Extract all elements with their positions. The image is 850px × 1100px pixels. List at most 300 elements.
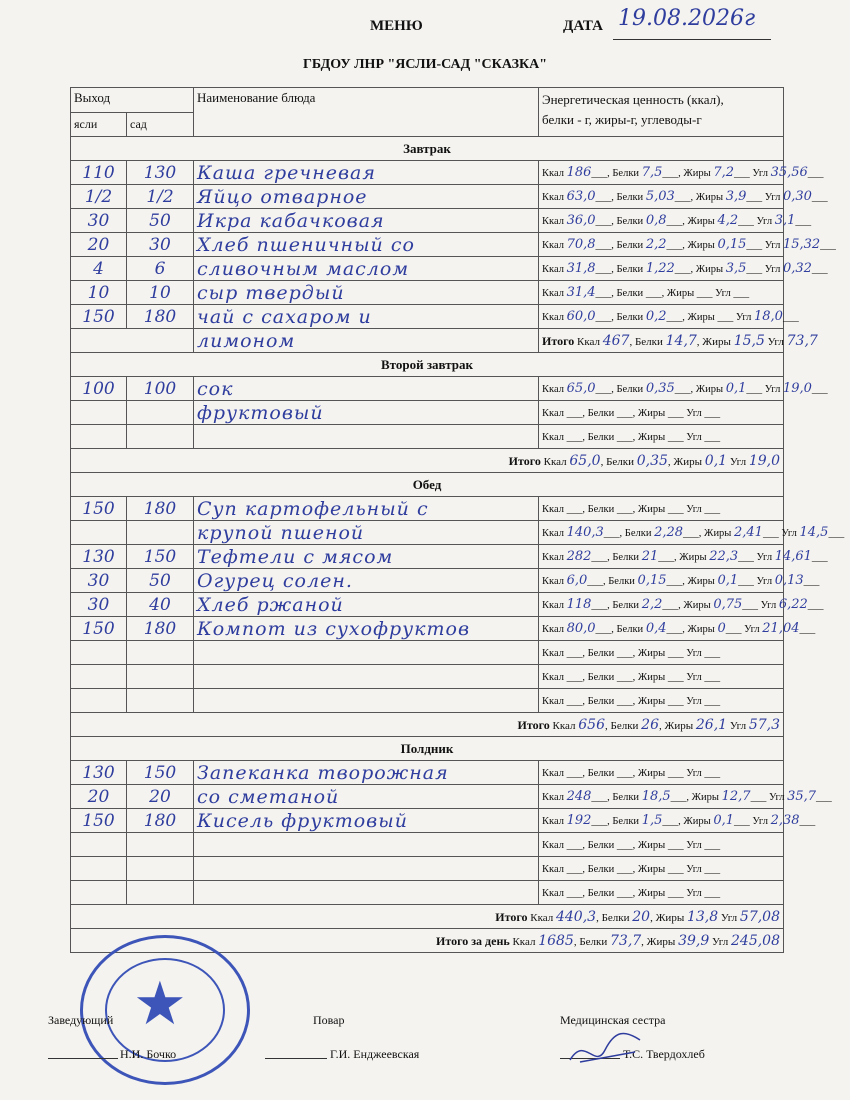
label-kcal: Ккал	[552, 719, 576, 732]
table-row	[71, 545, 784, 569]
row-energy: Ккал 31,4___, Белки ___, Жиры ___ Угл ___	[539, 281, 784, 305]
label-carb: Угл	[686, 432, 702, 443]
nursery-portion	[71, 689, 127, 713]
total-kcal: 1685	[538, 932, 574, 949]
value-fat: 0,1	[713, 813, 735, 828]
label-carb: Угл	[760, 600, 777, 611]
value-kcal: 6,0	[566, 573, 588, 588]
label-prot: Белки	[616, 624, 644, 635]
value-fat: 7,2	[713, 165, 735, 180]
lunch-section-row	[71, 473, 784, 497]
table-row	[71, 425, 784, 449]
total-carb: 245,08	[731, 932, 780, 949]
nursery-portion: 150	[71, 617, 127, 641]
label-prot: Белки	[616, 384, 644, 395]
nursery-portion	[71, 881, 127, 905]
row-energy: Ккал 282___, Белки 21___, Жиры 22,3___ Угл 14,61___	[539, 545, 784, 569]
value-prot: 21	[641, 549, 659, 564]
garden-portion: 6	[127, 257, 194, 281]
label-kcal: Ккал	[542, 864, 564, 875]
dish-name	[194, 857, 539, 881]
nurse-signature	[565, 1030, 645, 1070]
header-dish: Наименование блюда	[194, 88, 539, 137]
row-energy: Ккал 186___, Белки 7,5___, Жиры 7,2___ Угл 35,56___	[539, 161, 784, 185]
value-carb: 6,22	[778, 597, 808, 612]
dish-continuation: лимоном	[194, 329, 539, 353]
snack-section-row	[71, 737, 784, 761]
label-carb: Угл	[752, 816, 768, 827]
total-carb: 73,7	[786, 332, 818, 349]
value-prot: 0,8	[645, 213, 667, 228]
garden-portion	[127, 641, 194, 665]
label-carb: Угл	[686, 408, 702, 419]
value-prot: 2,28	[654, 525, 684, 540]
row-energy: Ккал ___, Белки ___, Жиры ___ Угл ___	[539, 761, 784, 785]
dish-name	[194, 881, 539, 905]
table-row	[71, 281, 784, 305]
label-carb: Угл	[686, 696, 702, 707]
label-prot: Белки	[601, 911, 630, 924]
value-kcal: 31,8	[566, 261, 596, 276]
garden-portion: 130	[127, 161, 194, 185]
date-label: ДАТА	[563, 18, 603, 34]
label-prot: Белки	[579, 935, 608, 948]
nursery-portion: 150	[71, 305, 127, 329]
value-carb: 0,32	[782, 261, 812, 276]
day-total: Итого за день Ккал 1685, Белки 73,7, Жиры 39,9 Угл 245,08	[71, 929, 784, 953]
table-row	[71, 521, 784, 545]
label-kcal: Ккал	[542, 552, 564, 563]
nursery-portion: 100	[71, 377, 127, 401]
label-prot: Белки	[587, 504, 615, 515]
label-carb: Угл	[756, 552, 773, 563]
label-fat: Жиры	[637, 504, 666, 515]
total-fat: 15,5	[733, 332, 765, 349]
value-prot: 7,5	[641, 165, 663, 180]
label-kcal: Ккал	[542, 816, 564, 827]
table-row	[71, 833, 784, 857]
label-kcal: Ккал	[542, 888, 564, 899]
value-kcal: 192	[566, 813, 592, 828]
table-row	[71, 689, 784, 713]
value-kcal: 60,0	[566, 309, 596, 324]
value-carb: 3,1	[774, 213, 796, 228]
label-kcal: Ккал	[542, 576, 564, 587]
nursery-portion: 30	[71, 569, 127, 593]
garden-portion: 100	[127, 377, 194, 401]
table-row	[71, 761, 784, 785]
nursery-portion	[71, 425, 127, 449]
table-row	[71, 809, 784, 833]
label-fat: Жиры	[687, 624, 715, 635]
total-kcal: 440,3	[555, 908, 597, 925]
garden-portion: 150	[127, 545, 194, 569]
label-fat: Жиры	[637, 864, 666, 875]
row-energy: Ккал 31,8___, Белки 1,22___, Жиры 3,5___ Угл 0,32___	[539, 257, 784, 281]
row-energy: Ккал 118___, Белки 2,2___, Жиры 0,75___ Угл 6,22___	[539, 593, 784, 617]
row-energy: Ккал ___, Белки ___, Жиры ___ Угл ___	[539, 689, 784, 713]
table-row	[71, 233, 784, 257]
dish-name: Суп картофельный с	[194, 497, 539, 521]
breakfast2-section-title: Второй завтрак	[71, 353, 784, 377]
nursery-portion: 110	[71, 161, 127, 185]
label-fat: Жиры	[704, 528, 732, 539]
garden-portion	[127, 665, 194, 689]
garden-portion	[127, 833, 194, 857]
header-garden: сад	[127, 113, 194, 137]
table-row	[71, 305, 784, 329]
label-prot: Белки	[612, 792, 640, 803]
label-prot: Белки	[616, 288, 644, 299]
dish-name: Икра кабачковая	[194, 209, 539, 233]
garden-portion: 40	[127, 593, 194, 617]
total-fat: 13,8	[686, 908, 719, 925]
value-prot: 1,22	[645, 261, 675, 276]
value-kcal: 282	[566, 549, 592, 564]
row-energy: Ккал ___, Белки ___, Жиры ___ Угл ___	[539, 497, 784, 521]
value-fat: 4,2	[717, 213, 739, 228]
nursery-portion: 150	[71, 809, 127, 833]
garden-portion	[127, 689, 194, 713]
total-kcal: 656	[578, 716, 605, 733]
row-energy: Ккал 60,0___, Белки 0,2___, Жиры ___ Угл 18,0___	[539, 305, 784, 329]
breakfast-total: Итого Ккал 467, Белки 14,7, Жиры 15,5 Угл 73,7	[539, 329, 784, 353]
label-kcal: Ккал	[542, 792, 564, 803]
label-prot: Белки	[634, 335, 663, 348]
nursery-portion: 130	[71, 545, 127, 569]
value-fat: 2,41	[734, 525, 763, 540]
value-carb: 0,30	[782, 189, 812, 204]
breakfast2-total-row	[71, 449, 784, 473]
table-row	[71, 785, 784, 809]
star-icon: ★	[133, 971, 187, 1037]
garden-portion	[127, 881, 194, 905]
row-energy: Ккал 192___, Белки 1,5___, Жиры 0,1___ Угл 2,38___	[539, 809, 784, 833]
total-carb: 19,0	[748, 452, 780, 469]
label-carb: Угл	[764, 384, 781, 395]
label-fat: Жиры	[695, 384, 724, 395]
nursery-portion	[71, 833, 127, 857]
label-prot: Белки	[587, 768, 615, 779]
value-carb: 35,56	[770, 165, 808, 180]
label-kcal: Ккал	[543, 455, 567, 468]
label-carb: Угл	[756, 216, 773, 227]
label-kcal: Ккал	[576, 335, 600, 348]
label-carb: Угл	[764, 192, 781, 203]
value-fat: 3,9	[725, 189, 747, 204]
head-signature-line	[48, 1058, 118, 1059]
row-energy: Ккал ___, Белки ___, Жиры ___ Угл ___	[539, 425, 784, 449]
label-kcal: Ккал	[542, 240, 564, 251]
label-carb: Угл	[686, 504, 702, 515]
total-fat: 26,1	[695, 716, 728, 733]
garden-portion: 180	[127, 809, 194, 833]
label-fat: Жиры	[687, 312, 715, 323]
label-prot: Белки	[612, 552, 640, 563]
value-carb: 35,7	[787, 789, 817, 804]
table-row	[71, 617, 784, 641]
label-kcal: Ккал	[542, 504, 564, 515]
value-carb: 14,61	[774, 549, 812, 564]
garden-portion: 1/2	[127, 185, 194, 209]
cook-signature-line	[265, 1058, 327, 1059]
snack-total: Итого Ккал 440,3, Белки 20, Жиры 13,8 Угл 57,08	[71, 905, 784, 929]
label-carb: Угл	[767, 335, 784, 348]
label-carb: Угл	[764, 264, 781, 275]
cook-name: Г.И. Енджеевская	[330, 1047, 420, 1061]
snack-section-title: Полдник	[71, 737, 784, 761]
label-kcal: Ккал	[542, 696, 564, 707]
value-kcal: 186	[566, 165, 592, 180]
label-kcal: Ккал	[542, 288, 564, 299]
header-nursery: ясли	[71, 113, 127, 137]
value-fat: 12,7	[721, 789, 751, 804]
value-kcal: 31,4	[566, 285, 596, 300]
label-prot: Белки	[616, 216, 644, 227]
value-carb: 15,32	[782, 237, 821, 252]
table-row	[71, 497, 784, 521]
total-prot: 73,7	[610, 932, 642, 949]
label-carb: Угл	[686, 888, 702, 899]
menu-table	[70, 87, 845, 953]
total-carb: 57,3	[748, 716, 780, 733]
value-kcal: 118	[566, 597, 592, 612]
garden-portion: 50	[127, 209, 194, 233]
label-carb: Угл	[686, 672, 702, 683]
label-fat: Жиры	[695, 264, 724, 275]
label-kcal: Ккал	[512, 935, 536, 948]
total-carb: 57,08	[739, 908, 780, 925]
label-prot: Белки	[624, 528, 652, 539]
breakfast2-section-row	[71, 353, 784, 377]
row-energy: Ккал ___, Белки ___, Жиры ___ Угл ___	[539, 833, 784, 857]
table-row	[71, 593, 784, 617]
table-row	[71, 161, 784, 185]
table-row	[71, 881, 784, 905]
dish-name: Яйцо отварное	[194, 185, 539, 209]
head-name: Н.И. Бочко	[120, 1047, 177, 1061]
snack-total-row	[71, 905, 784, 929]
value-prot: 18,5	[641, 789, 671, 804]
value-fat: 0,1	[717, 573, 739, 588]
label-prot: Белки	[587, 432, 615, 443]
value-fat: 0,75	[713, 597, 743, 612]
value-kcal: 65,0	[566, 381, 596, 396]
label-fat: Жиры	[683, 816, 711, 827]
garden-portion	[127, 857, 194, 881]
label-prot: Белки	[587, 408, 615, 419]
dish-name: фруктовый	[194, 401, 539, 425]
value-carb: 2,38	[770, 813, 800, 828]
value-kcal: 80,0	[566, 621, 596, 636]
value-fat: 22,3	[709, 549, 739, 564]
table-row	[71, 185, 784, 209]
value-carb: 14,5	[799, 525, 829, 540]
value-kcal: 140,3	[566, 525, 604, 540]
label-prot: Белки	[612, 600, 640, 611]
nursery-portion: 150	[71, 497, 127, 521]
label-carb: Угл	[764, 240, 781, 251]
label-fat: Жиры	[637, 672, 666, 683]
label-carb: Угл	[768, 792, 785, 803]
dish-name: сок	[194, 377, 539, 401]
total-kcal: 65,0	[569, 452, 601, 469]
nursery-portion	[71, 665, 127, 689]
value-fat: 0,1	[725, 381, 747, 396]
label-carb: Угл	[744, 624, 760, 635]
nursery-portion	[71, 857, 127, 881]
label-carb: Угл	[752, 168, 768, 179]
breakfast-section-title: Завтрак	[71, 137, 784, 161]
nursery-portion: 130	[71, 761, 127, 785]
row-energy: Ккал 36,0___, Белки 0,8___, Жиры 4,2___ Угл 3,1___	[539, 209, 784, 233]
total-kcal: 467	[602, 332, 630, 349]
label-fat: Жиры	[637, 696, 666, 707]
value-carb: 21,04	[762, 621, 800, 636]
row-energy: Ккал 65,0___, Белки 0,35___, Жиры 0,1___ Угл 19,0___	[539, 377, 784, 401]
label-kcal: Ккал	[542, 624, 564, 635]
nursery-portion	[71, 641, 127, 665]
dish-name: крупой пшеной	[194, 521, 539, 545]
nursery-portion	[71, 521, 127, 545]
dish-name: Кисель фруктовый	[194, 809, 539, 833]
label-prot: Белки	[616, 264, 644, 275]
row-energy: Ккал 63,0___, Белки 5,03___, Жиры 3,9___ Угл 0,30___	[539, 185, 784, 209]
label-kcal: Ккал	[542, 408, 564, 419]
value-prot: 0,2	[645, 309, 667, 324]
dish-name: сливочным маслом	[194, 257, 539, 281]
total-label: Итого за день	[436, 933, 510, 948]
value-prot: 2,2	[645, 237, 667, 252]
label-fat: Жиры	[666, 288, 695, 299]
label-carb: Угл	[686, 648, 702, 659]
dish-name	[194, 833, 539, 857]
label-carb: Угл	[686, 840, 702, 851]
nursery-portion: 1/2	[71, 185, 127, 209]
label-kcal: Ккал	[542, 312, 564, 323]
table-row	[71, 401, 784, 425]
value-carb: 18,0	[754, 309, 783, 324]
label-fat: Жиры	[679, 552, 707, 563]
total-label: Итого	[542, 333, 575, 348]
cook-label: Повар	[313, 1013, 345, 1027]
label-fat: Жиры	[683, 600, 711, 611]
table-row	[71, 569, 784, 593]
value-kcal: 70,8	[566, 237, 596, 252]
header-energy-line2: белки - г, жиры-г, углеводы-г	[542, 112, 702, 127]
table-row	[71, 209, 784, 233]
nursery-portion	[71, 401, 127, 425]
label-fat: Жиры	[702, 335, 731, 348]
lunch-total-row	[71, 713, 784, 737]
row-energy: Ккал 80,0___, Белки 0,4___, Жиры 0___ Угл 21,04___	[539, 617, 784, 641]
value-fat: 0	[717, 621, 726, 636]
label-prot: Белки	[587, 888, 615, 899]
lunch-total: Итого Ккал 656, Белки 26, Жиры 26,1 Угл 57,3	[71, 713, 784, 737]
header-energy-line1: Энергетическая ценность (ккал),	[542, 92, 724, 107]
table-row	[71, 257, 784, 281]
date-value: 19.08.2026г	[618, 6, 756, 31]
label-kcal: Ккал	[542, 672, 564, 683]
garden-portion: 180	[127, 617, 194, 641]
breakfast2-total: Итого Ккал 65,0, Белки 0,35, Жиры 0,1 Угл 19,0	[71, 449, 784, 473]
label-kcal: Ккал	[530, 911, 554, 924]
label-prot: Белки	[616, 240, 644, 251]
label-prot: Белки	[612, 816, 640, 827]
value-prot: 0,35	[645, 381, 675, 396]
nurse-label: Медицинская сестра	[560, 1013, 666, 1027]
label-kcal: Ккал	[542, 216, 564, 227]
row-energy: Ккал 248___, Белки 18,5___, Жиры 12,7___ Угл 35,7___	[539, 785, 784, 809]
label-fat: Жиры	[664, 719, 694, 732]
dish-name	[194, 689, 539, 713]
label-kcal: Ккал	[542, 192, 564, 203]
label-carb: Угл	[756, 576, 773, 587]
label-carb: Угл	[729, 719, 747, 732]
label-fat: Жиры	[637, 408, 666, 419]
header-energy	[539, 88, 784, 137]
total-fat: 39,9	[678, 932, 710, 949]
empty-cell	[71, 329, 194, 353]
total-prot: 20	[632, 908, 651, 925]
garden-portion	[127, 425, 194, 449]
dish-name: Огурец солен.	[194, 569, 539, 593]
row-energy: Ккал 6,0___, Белки 0,15___, Жиры 0,1___ Угл 0,13___	[539, 569, 784, 593]
official-stamp	[80, 935, 250, 1085]
nursery-portion: 10	[71, 281, 127, 305]
value-prot: 0,15	[637, 573, 667, 588]
row-energy: Ккал ___, Белки ___, Жиры ___ Угл ___	[539, 641, 784, 665]
total-fat: 0,1	[704, 452, 728, 469]
row-energy: Ккал 70,8___, Белки 2,2___, Жиры 0,15___ Угл 15,32___	[539, 233, 784, 257]
label-fat: Жиры	[687, 576, 715, 587]
table-row	[71, 857, 784, 881]
row-energy: Ккал ___, Белки ___, Жиры ___ Угл ___	[539, 881, 784, 905]
label-fat: Жиры	[673, 455, 703, 468]
label-fat: Жиры	[655, 911, 685, 924]
garden-portion: 180	[127, 305, 194, 329]
dish-name: со сметаной	[194, 785, 539, 809]
value-fat: 0,15	[717, 237, 747, 252]
label-prot: Белки	[610, 719, 639, 732]
value-kcal: 36,0	[566, 213, 596, 228]
value-kcal: 248	[566, 789, 592, 804]
nursery-portion: 30	[71, 209, 127, 233]
total-label: Итого	[508, 453, 541, 468]
nursery-portion: 4	[71, 257, 127, 281]
label-kcal: Ккал	[542, 840, 564, 851]
garden-portion: 10	[127, 281, 194, 305]
label-fat: Жиры	[683, 168, 711, 179]
value-kcal: 63,0	[566, 189, 596, 204]
dish-name	[194, 425, 539, 449]
garden-portion	[127, 401, 194, 425]
label-fat: Жиры	[695, 192, 724, 203]
table-row	[71, 665, 784, 689]
label-fat: Жиры	[691, 792, 719, 803]
label-prot: Белки	[587, 840, 615, 851]
label-fat: Жиры	[637, 840, 666, 851]
dish-name: Хлеб ржаной	[194, 593, 539, 617]
label-kcal: Ккал	[542, 264, 564, 275]
dish-name: Запеканка творожная	[194, 761, 539, 785]
label-fat: Жиры	[637, 648, 666, 659]
label-prot: Белки	[616, 312, 644, 323]
label-carb: Угл	[715, 288, 731, 299]
label-carb: Угл	[711, 935, 729, 948]
value-prot: 0,4	[645, 621, 667, 636]
row-energy: Ккал ___, Белки ___, Жиры ___ Угл ___	[539, 401, 784, 425]
